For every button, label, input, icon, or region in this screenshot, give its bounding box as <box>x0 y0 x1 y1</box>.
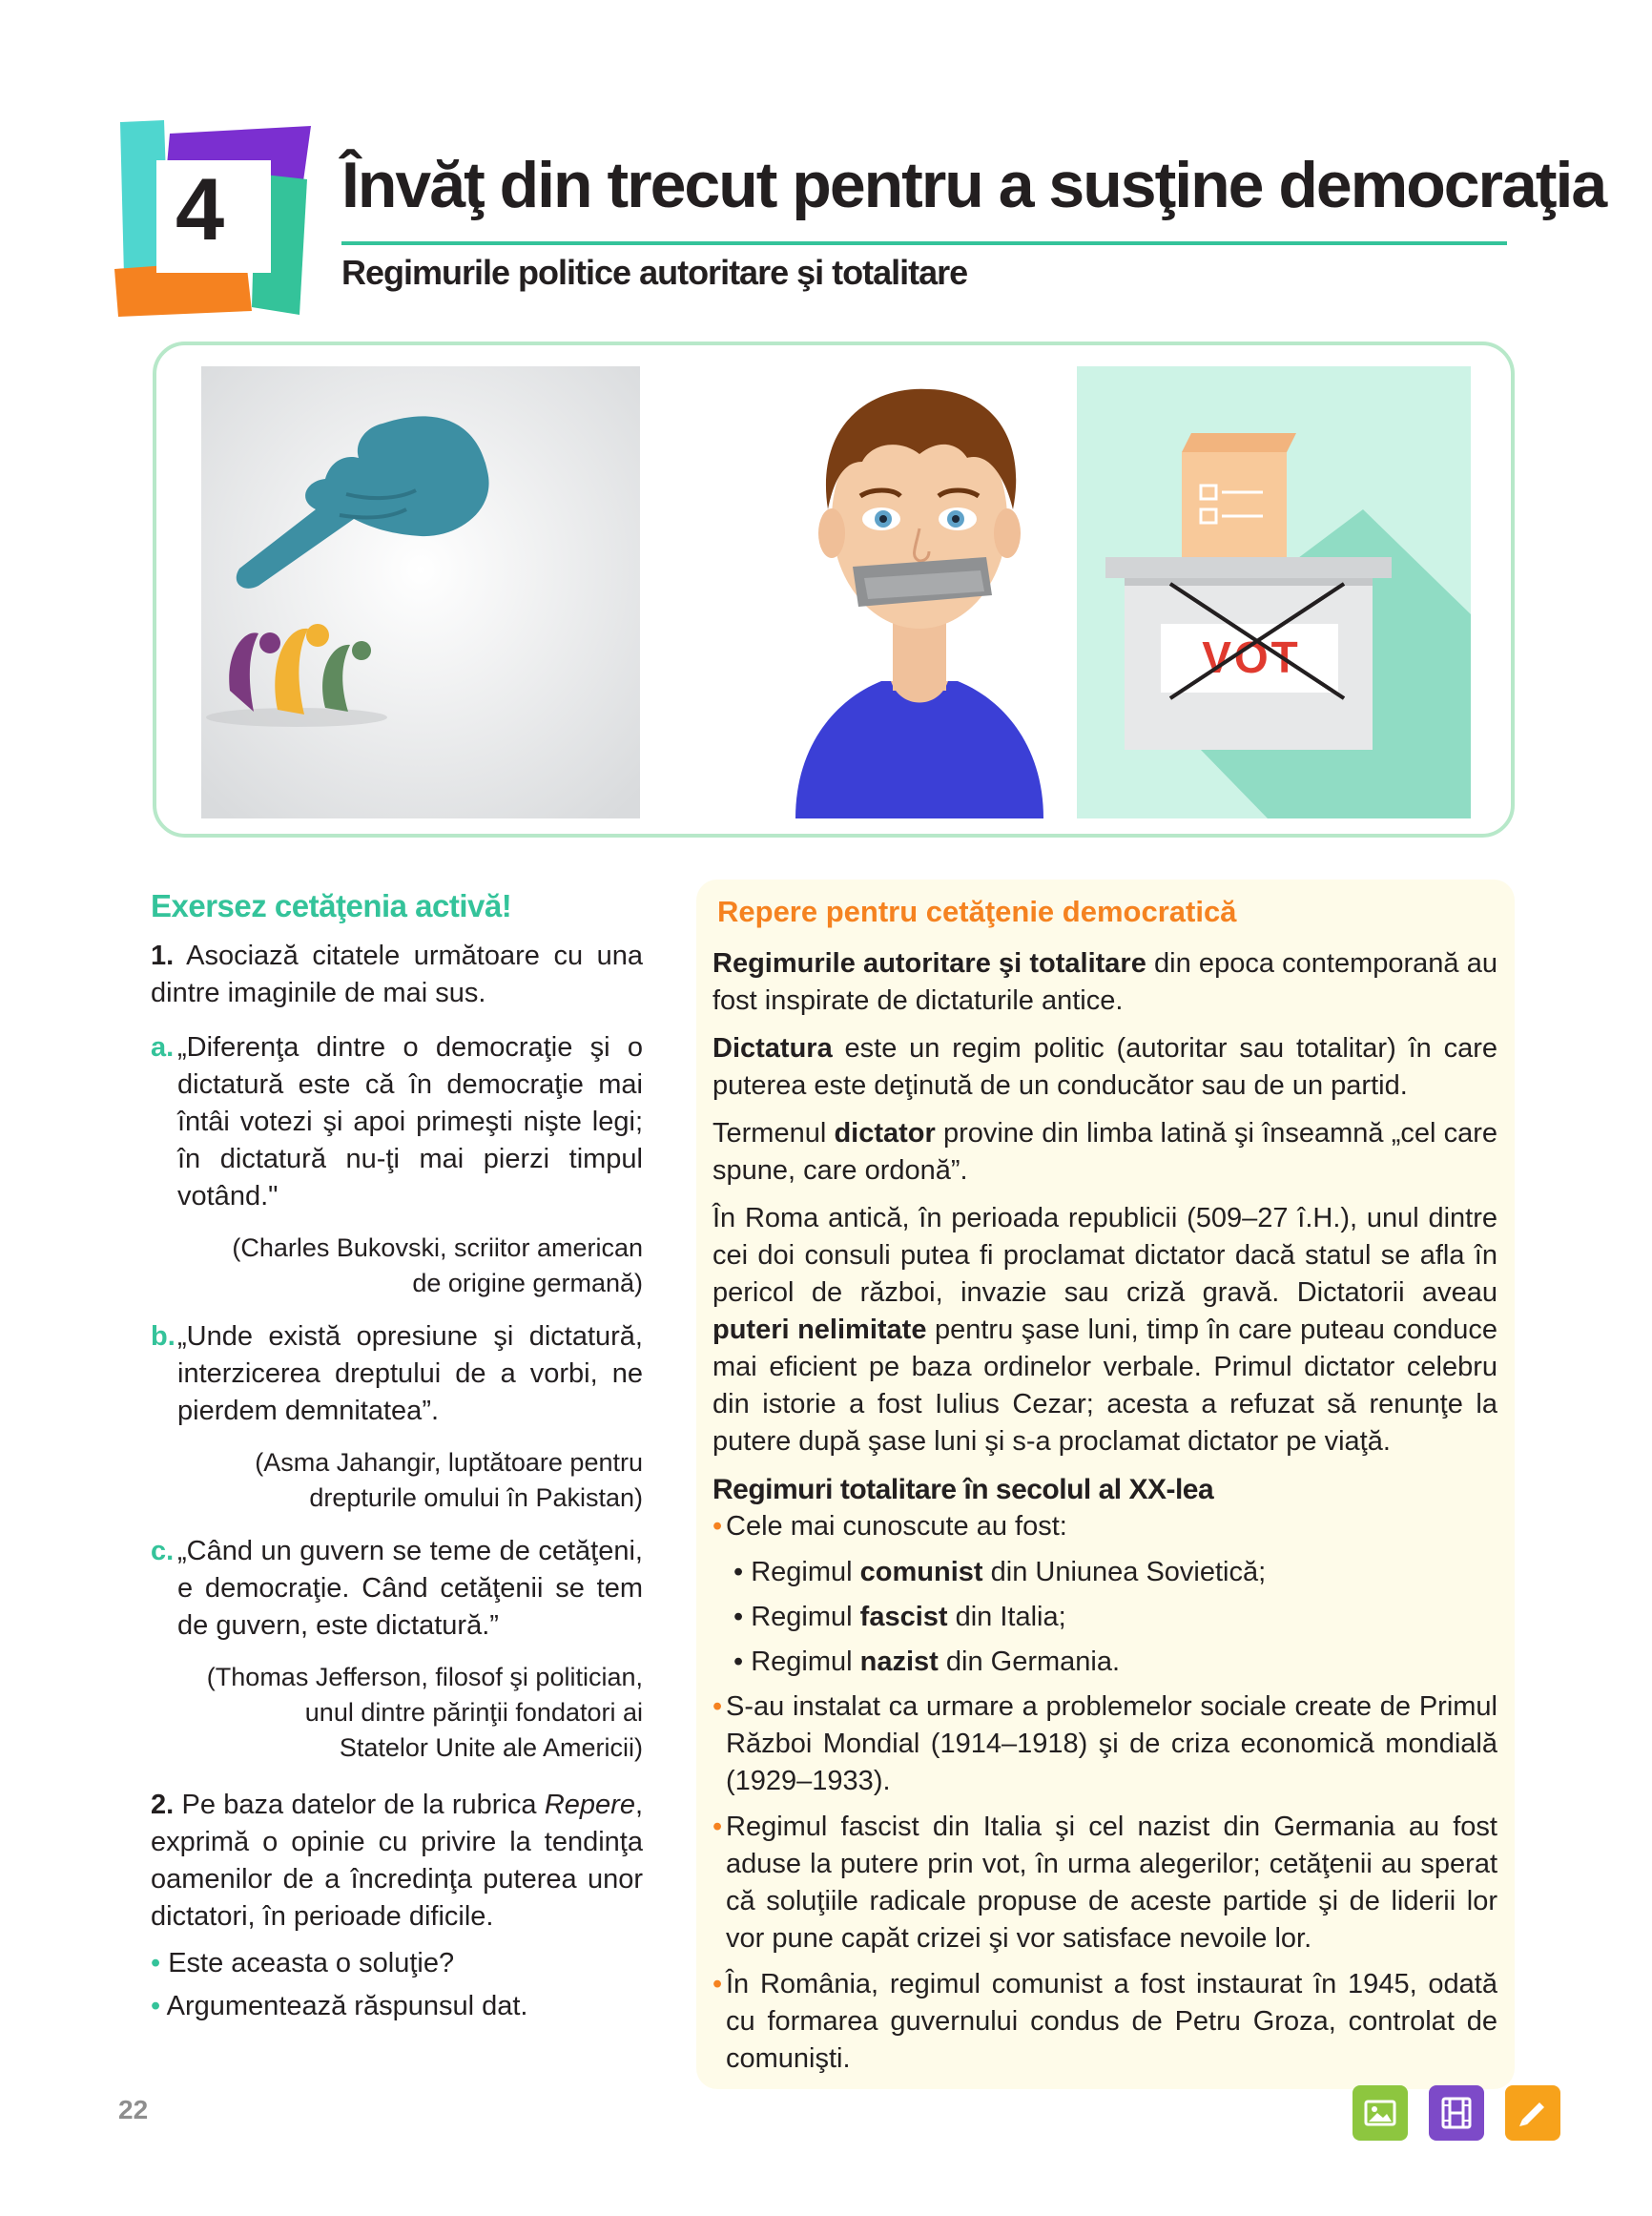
info-heading: Repere pentru cetăţenie democratică <box>717 895 1237 928</box>
quote-b-text: „Unde există opresiune şi dictatură, interzicerea dreptului de a vorbi, ne pierdem demnitatea”. <box>177 1321 643 1426</box>
info-term: dictator <box>834 1118 936 1149</box>
page-number: 22 <box>118 2095 149 2124</box>
question-2-bullet <box>151 1988 643 2025</box>
info-bullet-text: Regimul fascist din Italia şi cel nazist din Germania au fost aduse la putere prin vot, în urma alegerilor; cetăţenii au sperat că soluţiile radicale propuse de aceste partide şi de liderii lor vor pune capăt crizei şi vor satisface nevoile lor. <box>726 1812 1497 1954</box>
quote-b <box>151 1318 643 1430</box>
info-bullet <box>712 1508 1497 1545</box>
question-1 <box>151 938 643 1012</box>
quote-a-source-line: (Charles Bukovski, scriitor american <box>232 1233 643 1262</box>
bullet-text: Argumentează răspunsul dat. <box>166 1991 528 2021</box>
info-text: provine din limba latină şi înseamnă „cel care spune, care ordonă”. <box>712 1118 1497 1186</box>
regime-term: nazist <box>859 1646 939 1677</box>
info-term: Regimurile autoritare şi totalitare <box>712 948 1146 979</box>
quote-a-source <box>151 1231 643 1301</box>
ballot-label: VOT <box>1202 632 1301 682</box>
info-paragraph <box>712 945 1497 1020</box>
quote-a <box>151 1029 643 1215</box>
question-2-bullet <box>151 1945 643 1982</box>
regime-item: • Regimul fascist din Italia; <box>733 1602 1066 1632</box>
image-icon[interactable] <box>1353 2085 1408 2141</box>
quote-c-source <box>151 1660 643 1766</box>
question-2-text: Pe baza datelor de la rubrica <box>181 1790 545 1820</box>
info-paragraph <box>712 1200 1497 1460</box>
exercise-section <box>151 887 643 2025</box>
bullet-dot: • <box>151 1991 161 2021</box>
title-underline <box>341 241 1507 245</box>
quote-a-source-line: de origine germană) <box>412 1269 643 1297</box>
question-1-number: 1. <box>151 941 175 971</box>
regime-text: din Italia; <box>947 1602 1066 1632</box>
bullet-dot: • <box>712 1969 723 1999</box>
quote-c <box>151 1533 643 1645</box>
regime-text: din Germania. <box>938 1646 1121 1677</box>
bullet-dot: • <box>712 1812 723 1842</box>
film-icon[interactable] <box>1429 2085 1484 2141</box>
page-subtitle: Regimurile politice autoritare şi totalitare <box>341 253 968 292</box>
info-bullet <box>712 1966 1497 2078</box>
info-paragraph <box>712 1115 1497 1190</box>
regime-text: Regimul <box>751 1602 860 1632</box>
regime-text: din Uniunea Sovietică; <box>982 1557 1267 1587</box>
pencil-icon[interactable] <box>1505 2085 1560 2141</box>
quote-b-source-line: drepturile omului în Pakistan) <box>309 1483 643 1512</box>
info-bullet-text: În România, regimul comunist a fost instaurat în 1945, odată cu formarea guvernului condus de Petru Groza, controlat de comunişti. <box>726 1969 1497 2074</box>
quote-a-text: „Diferenţa dintre o democraţie şi o dictatură este că în democraţie mai întâi votezi şi apoi primeşti nişte legi; în dictatură nu-ţi mai pierzi timpul votând." <box>177 1032 643 1212</box>
ballot-box-illustration <box>1077 366 1471 818</box>
bullet-dot: • <box>151 1948 161 1978</box>
info-paragraph <box>712 1030 1497 1105</box>
regime-item: • Regimul nazist din Germania. <box>733 1646 1121 1677</box>
info-text: pentru şase luni, timp în care puteau conduce mai eficient pe baza ordinelor verbale. Primul dictator celebru din istorie a fost Iulius Cezar; acesta a refuzat să renunţe la putere după şase luni şi s-a proclamat dictator pe viaţă. <box>712 1315 1497 1457</box>
quote-a-letter: a. <box>151 1032 175 1063</box>
page-title: Învăţ din trecut pentru a susţine democraţia <box>341 149 1606 221</box>
question-2-reference: Repere <box>544 1790 635 1820</box>
quote-c-letter: c. <box>151 1536 175 1566</box>
question-2-text: , exprimă o opinie cu privire la tendinţa oamenilor de a încredinţa puterea unor dictatori, în perioade dificile. <box>151 1790 644 1932</box>
bullet-dot: • <box>712 1511 723 1542</box>
question-2 <box>151 1787 643 1936</box>
info-bullet-text: S-au instalat ca urmare a problemelor sociale create de Primul Război Mondial (1914–1918) şi de criza economică mondială (1929–1933). <box>726 1691 1497 1796</box>
regime-term: fascist <box>859 1602 948 1632</box>
info-text: din epoca contemporană au fost inspirate de dictaturile antice. <box>712 948 1497 1016</box>
bullet-dot: • <box>712 1691 723 1722</box>
lesson-number: 4 <box>176 161 225 259</box>
regime-text: Regimul <box>751 1646 860 1677</box>
illustrations-frame <box>153 342 1515 838</box>
info-text: În Roma antică, în perioada republicii (509–27 î.H.), unul dintre cei doi consuli putea fi proclamat dictator dacă statul se afla în pericol de război, invazie sau criză gravă. Dictatorii aveau <box>712 1203 1497 1308</box>
quote-b-source <box>151 1445 643 1516</box>
quote-c-source-line: Statelor Unite ale Americii) <box>339 1733 643 1762</box>
info-term: Dictatura <box>712 1033 833 1064</box>
pointing-hand-illustration <box>201 366 640 818</box>
info-box <box>696 880 1515 2089</box>
bullet-text: Este aceasta o soluţie? <box>168 1948 455 1978</box>
info-subheading: Regimuri totalitare în secolul al XX-lea <box>712 1474 1214 1505</box>
quote-c-source-line: unul dintre părinţii fondatori ai <box>304 1698 643 1727</box>
info-bullet <box>712 1809 1497 1957</box>
info-text: Termenul <box>712 1118 835 1149</box>
quote-b-source-line: (Asma Jahangir, luptătoare pentru <box>255 1448 643 1477</box>
info-bullet-text: Cele mai cunoscute au fost: <box>726 1511 1067 1542</box>
quote-c-source-line: (Thomas Jefferson, filosof şi politician, <box>206 1663 643 1691</box>
info-bullet <box>712 1688 1497 1800</box>
quote-b-letter: b. <box>151 1321 176 1352</box>
regime-term: comunist <box>859 1557 983 1587</box>
info-term: puteri nelimitate <box>712 1315 927 1345</box>
info-text: este un regim politic (autoritar sau totalitar) în care puterea este deţinută de un conducător sau de un partid. <box>712 1033 1497 1101</box>
regime-text: Regimul <box>751 1557 860 1587</box>
regime-item: • Regimul comunist din Uniunea Sovietică; <box>733 1557 1267 1587</box>
question-2-number: 2. <box>151 1790 175 1820</box>
question-1-text: Asociază citatele următoare cu una dintre imaginile de mai sus. <box>151 941 643 1008</box>
exercise-heading: Exersez cetăţenia activă! <box>151 888 512 923</box>
lesson-number-badge <box>113 116 315 319</box>
quote-c-text: „Când un guvern se teme de cetăţeni, e democraţie. Când cetăţenii se tem de guvern, este dictatură.” <box>177 1536 643 1641</box>
